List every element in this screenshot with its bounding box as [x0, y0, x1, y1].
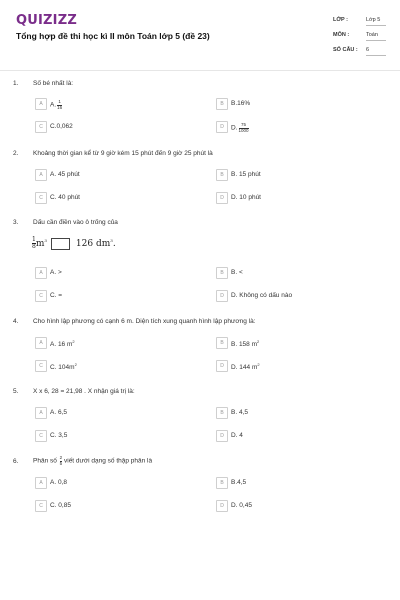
option-letter-box: D — [216, 500, 228, 512]
meta-value-subject: Toán — [366, 32, 386, 41]
option-letter-box: A — [35, 477, 47, 489]
option-text: B. 4,5 — [231, 409, 248, 416]
option-text: D. 10 phút — [231, 194, 261, 201]
option-text: A. > — [50, 269, 62, 276]
option-letter-box: D — [216, 192, 228, 204]
option-letter-box: B — [216, 407, 228, 419]
option-letter-box: B — [216, 98, 228, 110]
question-text: Phân số $\frac{2}{5}$ viết dưới dạng số thập phân là — [33, 455, 153, 466]
option-letter-box: B — [216, 337, 228, 349]
option-letter-box: D — [216, 430, 228, 442]
option-letter-box: D — [216, 290, 228, 302]
option-text: B.4,5 — [231, 479, 247, 486]
page-title: Tổng hợp đề thi học kì II môn Toán lớp 5 (đề 23) — [16, 31, 210, 41]
fraction: $\frac{75}{1000}$ — [238, 122, 249, 133]
option-letter-box: A — [35, 267, 47, 279]
option-text: B. 158 $m^2$ — [231, 339, 260, 349]
quizizz-logo: QUIZIZZ — [16, 13, 77, 28]
fraction: $\frac{1}{16}$ — [57, 99, 63, 110]
option-text: A. 16 $m^2$ — [50, 339, 75, 349]
meta-value-count: 6 — [366, 47, 386, 56]
fraction: $\frac{1}{8}$ — [32, 236, 36, 250]
option-text: C. 40 phút — [50, 194, 80, 201]
question-text: X x 6, 28 = 21,98 . X nhận giá trị là: — [33, 388, 135, 395]
option-letter-box: B — [216, 267, 228, 279]
worksheet-header — [0, 0, 400, 71]
option-letter-box: C — [35, 192, 47, 204]
option-letter-box: A — [35, 407, 47, 419]
option-text: A. 45 phút — [50, 171, 80, 178]
option-letter-box: C — [35, 360, 47, 372]
question-text: Dấu cần điền vào ô trống của — [33, 219, 118, 226]
meta-label-subject: MÔN : — [333, 32, 350, 38]
option-letter-box: D — [216, 360, 228, 372]
option-letter-box: C — [35, 121, 47, 133]
option-text: $A.\frac{1}{16}$ — [50, 99, 63, 110]
question-text: Cho hình lập phương có cạnh 6 m. Diện tích xung quanh hình lập phương là: — [33, 318, 256, 325]
option-text: D. 0,45 — [231, 502, 252, 509]
option-letter-box: C — [35, 290, 47, 302]
question-number: 4. — [13, 318, 19, 325]
option-text: D. 144 $m^2$ — [231, 362, 260, 372]
option-text: B. 15 phút — [231, 171, 261, 178]
option-text: C. 0,85 — [50, 502, 71, 509]
question-number: 3. — [13, 219, 19, 226]
option-text: C. $104m^2$ — [50, 362, 77, 372]
option-text: A. 6,5 — [50, 409, 67, 416]
option-letter-box: D — [216, 121, 228, 133]
option-letter-box: A — [35, 337, 47, 349]
option-letter-box: C — [35, 430, 47, 442]
question-text: Khoảng thời gian kể từ 9 giờ kém 15 phút đến 9 giờ 25 phút là — [33, 150, 213, 157]
fraction: $\frac{2}{5}$ — [59, 455, 63, 466]
question-number: 6. — [13, 458, 19, 465]
option-letter-box: B — [216, 477, 228, 489]
question-number: 5. — [13, 388, 19, 395]
question-text: Số bé nhất là: — [33, 80, 74, 87]
question-number: 1. — [13, 80, 19, 87]
option-text: D. Không có dấu nào — [231, 292, 293, 299]
meta-label-count: SỐ CÂU : — [333, 47, 358, 53]
option-letter-box: A — [35, 169, 47, 181]
option-letter-box: A — [35, 98, 47, 110]
math-expression: $\frac{1}{8}$ $m^3$ 126 $dm^3$. — [32, 236, 116, 250]
question-number: 2. — [13, 150, 19, 157]
option-letter-box: C — [35, 500, 47, 512]
option-text: C.0,062 — [50, 123, 73, 130]
option-text: $D.\frac{75}{1000}$ — [231, 122, 249, 133]
option-text: B.16% — [231, 100, 251, 107]
option-text: B. < — [231, 269, 243, 276]
option-letter-box: B — [216, 169, 228, 181]
option-text: D. 4 — [231, 432, 243, 439]
option-text: C. = — [50, 292, 63, 299]
meta-label-class: LỚP : — [333, 17, 348, 23]
option-text: A. 0,8 — [50, 479, 67, 486]
meta-value-class: Lớp 5 — [366, 17, 386, 26]
option-text: C. 3,5 — [50, 432, 68, 439]
answer-blank-box — [51, 238, 70, 250]
